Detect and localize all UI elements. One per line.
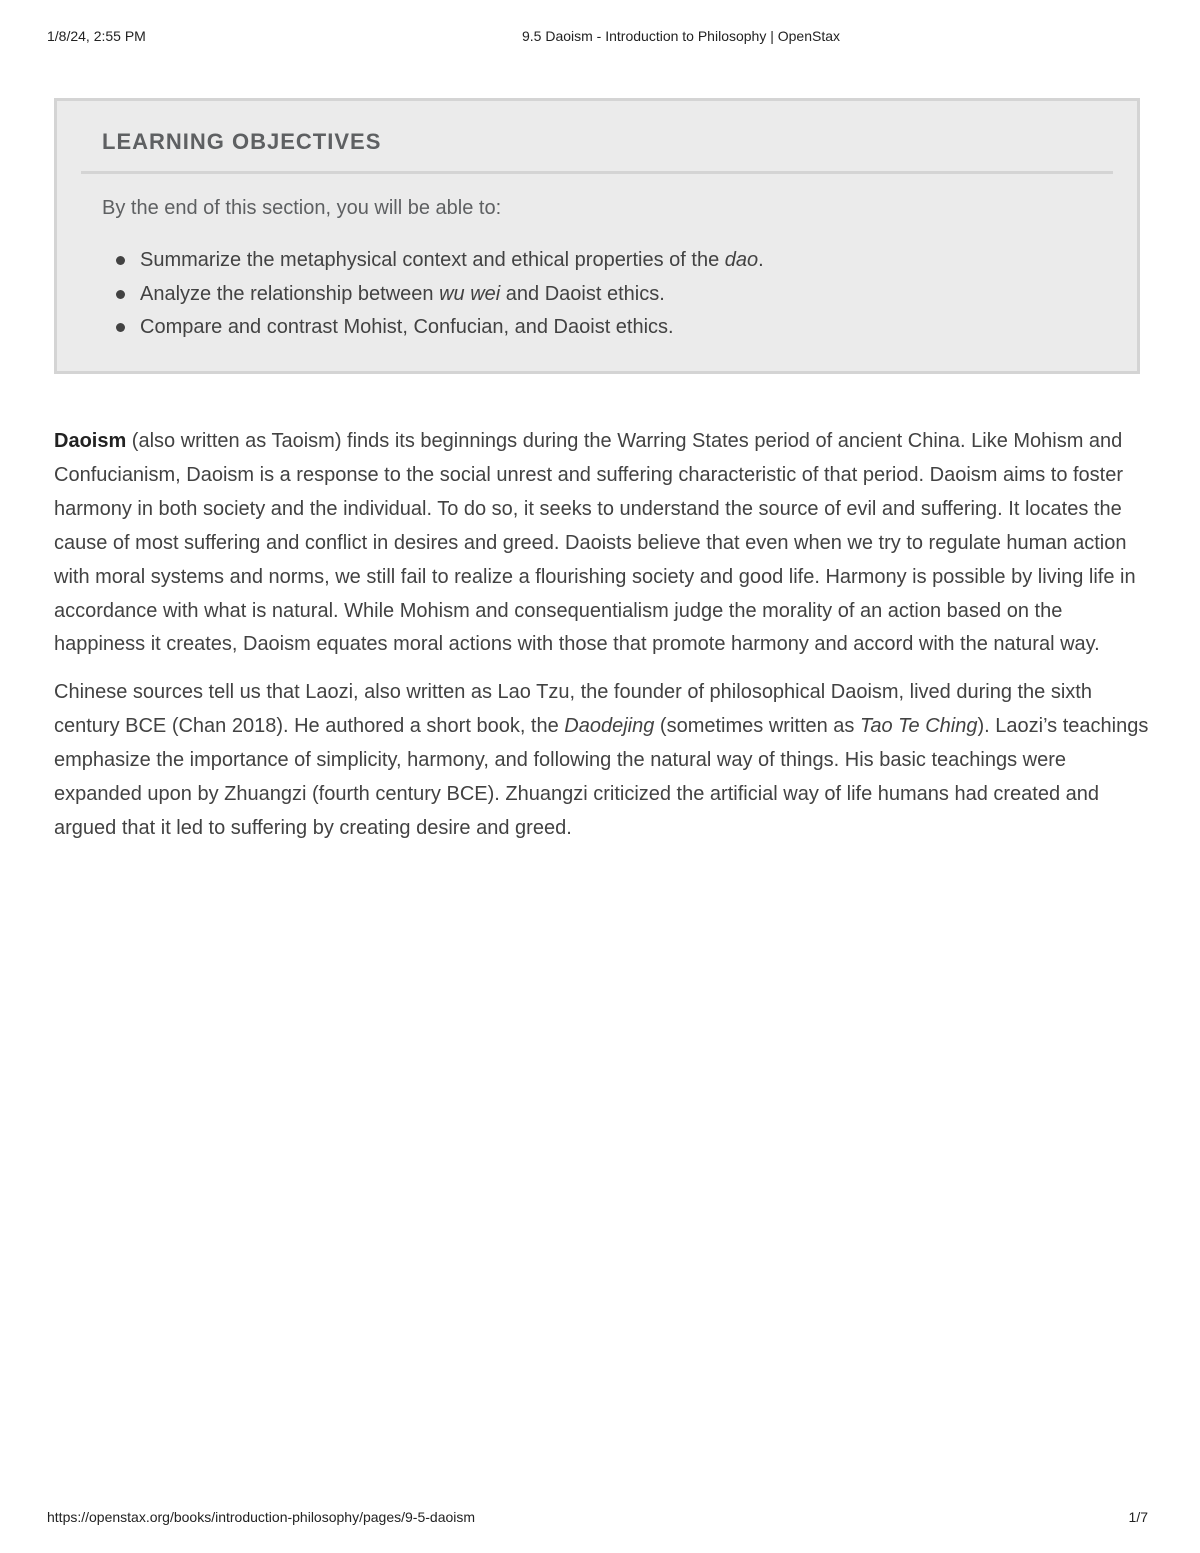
learning-objectives-box <box>54 98 1140 374</box>
objectives-list <box>102 244 764 345</box>
print-header <box>0 28 1200 48</box>
objective-item: Analyze the relationship between wu wei and Daoist ethics. <box>102 278 764 312</box>
paragraph-laozi: Chinese sources tell us that Laozi, also written as Lao Tzu, the founder of philosophical Daoism, lived during the sixth century BCE (Chan 2018). He authored a short book, the Daodejing (sometimes written as Tao Te Ching). Laozi’s teachings emphasize the importance of simplicity, harmony, and following the natural way of things. His basic teachings were expanded upon by Zhuangzi (fourth century BCE). Zhuangzi criticized the artificial way of life humans had created and argued that it led to suffering by creating desire and greed. <box>54 681 1149 839</box>
objective-item: Summarize the metaphysical context and ethical properties of the dao. <box>102 244 764 278</box>
key-term-daoism: Daoism <box>54 430 127 452</box>
term-wu-wei: wu wei <box>439 282 501 305</box>
page-url: https://openstax.org/books/introduction-philosophy/pages/9-5-daoism <box>47 1509 476 1525</box>
book-title-tao-te-ching: Tao Te Ching <box>859 715 978 738</box>
section-content <box>54 425 1149 860</box>
learning-objectives-title: LEARNING OBJECTIVES <box>102 129 382 154</box>
print-page-title: 9.5 Daoism - Introduction to Philosophy | OpenStax <box>521 28 841 44</box>
book-title-daodejing: Daodejing <box>564 715 655 738</box>
term-dao: dao <box>724 249 759 271</box>
paragraph-daoism-intro: Daoism (also written as Taoism) finds its beginnings during the Warring States period of ancient China. Like Mohism and Confucianism, Daoism is a response to the social unrest and suffering characteristic of that period. Daoism aims to foster harmony in both society and the individual. To do so, it seeks to understand the source of evil and suffering. It locates the cause of most suffering and conflict in desires and greed. Daoists believe that even when we try to regulate human action with moral systems and norms, we still fail to realize a flourishing society and good life. Harmony is possible by living life in accordance with what is natural. While Mohism and consequentialism judge the morality of an action based on the happiness it creates, Daoism equates moral actions with those that promote harmony and accord with the natural way. <box>54 430 1136 656</box>
bullet-icon <box>116 256 125 265</box>
bullet-icon <box>116 323 125 332</box>
objectives-divider <box>81 171 1113 174</box>
objective-item: Compare and contrast Mohist, Confucian, and Daoist ethics. <box>102 311 764 345</box>
objectives-intro: By the end of this section, you will be able to: <box>102 197 502 219</box>
page-number: 1/7 <box>1128 1509 1148 1525</box>
print-footer <box>0 1509 1200 1529</box>
print-datetime: 1/8/24, 2:55 PM <box>47 28 146 44</box>
bullet-icon <box>116 290 125 299</box>
